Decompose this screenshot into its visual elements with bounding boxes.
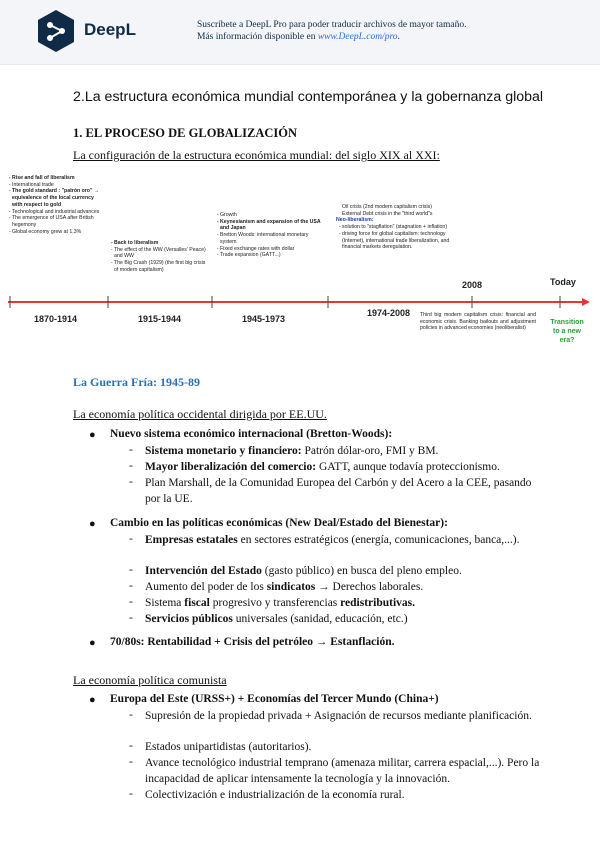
bullet-icon: ● (89, 637, 96, 649)
period-1870-1914: 1870-1914 (34, 314, 78, 324)
year-2008: 2008 (462, 280, 483, 290)
communist-sub-3: Avance tecnológico industrial temprano (amenaza militar, carrera espacial,...). Pero la incapacidad de aplicar intensamente la tecnología y la innovación. (145, 757, 540, 785)
bullet-icon: ● (89, 694, 96, 706)
deepl-logo-icon (36, 9, 76, 53)
dash-icon: - (129, 533, 133, 545)
promo-text: Suscríbete a DeepL Pro para poder traducir archivos de mayor tamaño. Más información disponible en www.DeepL.com/pro. (197, 20, 467, 42)
deepl-brand: DeepL (84, 20, 136, 39)
west-title: La economía política occidental dirigida por EE.UU. (73, 407, 327, 421)
communist-sub-1: Supresión de la propiedad privada + Asignación de recursos mediante planificación. (145, 710, 532, 722)
period-1945-1973: 1945-1973 (242, 314, 286, 324)
deepl-banner (0, 0, 600, 65)
today-label: Today (550, 277, 576, 287)
communist-head: Europa del Este (URSS+) + Economías del Tercer Mundo (China+) (110, 693, 439, 705)
west-item-2-sub-3: Aumento del poder de los sindicatos → Derechos laborales. (145, 581, 424, 593)
deepl-pro-link[interactable]: www.DeepL.com/pro (317, 32, 398, 42)
west-item-1-sub-3: Plan Marshall, de la Comunidad Europea del Carbón y del Acero a la CEE, pasando por la UE. (145, 477, 532, 505)
west-item-1-head: Nuevo sistema económico internacional (Bretton-Woods): (110, 428, 393, 440)
cold-war-title: La Guerra Fría: 1945-89 (73, 375, 200, 389)
dash-icon: - (129, 709, 133, 721)
timeline-col4: Oil crisis (2nd modern capitalism crisis) External Debt crisis in the "third world"s Neo-liberalism: - solution to "stagflation" (stagnation + inflation) - driving force for global capitalism: technology (Internet), international trade liberalization, and financial markets deregulation. (336, 204, 452, 251)
dash-icon: - (129, 756, 133, 768)
communist-sub-2: Estados unipartidistas (autoritarios). (145, 741, 312, 753)
note-2008: Third big modern capitalism crisis: financial and economic crisis. Banking bailouts and adjustment policies in advanced economies (neoliberalist) (420, 312, 536, 332)
dash-icon: - (129, 564, 133, 576)
section-heading: 2.La estructura económica mundial contemporánea y la gobernanza global (73, 89, 544, 105)
dash-icon: - (129, 596, 133, 608)
west-item-1-sub-2: Mayor liberalización del comercio: GATT, aunque todavía proteccionismo. (145, 461, 500, 473)
chapter-heading: 1. EL PROCESO DE GLOBALIZACIÓN (73, 126, 298, 140)
dash-icon: - (129, 476, 133, 488)
west-item-2-sub-5: Servicios públicos universales (sanidad, educación, etc.) (145, 613, 408, 625)
dash-icon: - (129, 444, 133, 456)
dash-icon: - (129, 612, 133, 624)
communist-title: La economía política comunista (73, 673, 227, 687)
bullet-icon: ● (89, 429, 96, 441)
transition-label: Transition to a new era? (550, 319, 584, 344)
communist-sub-4: Colectivización e industrialización de la economía rural. (145, 789, 405, 801)
bullet-icon: ● (89, 518, 96, 530)
subheading: La configuración de la estructura económica mundial: del siglo XIX al XXI: (73, 148, 440, 162)
timeline-col1: - Rise and fall of liberalism - International trade - The gold standard : "patrón oro" → equivalence of the local currency with respect to gold - Technological and industrial advances - The emergence of USA after British hegemony - Global economy grew at 1.3% (6, 175, 104, 235)
west-item-2-sub-4: Sistema fiscal progresivo y transferencias redistributivas. (145, 597, 416, 609)
dash-icon: - (129, 788, 133, 800)
west-item-2-head: Cambio en las políticas económicas (New Deal/Estado del Bienestar): (110, 517, 448, 529)
dash-icon: - (129, 740, 133, 752)
west-item-3-head: 70/80s: Rentabilidad + Crisis del petróleo → Estanflación. (110, 636, 395, 648)
timeline-col2: - Back to liberalism - The effect of the WW (Versalles' Peace) and WW - The Big Crash (1929) (the first big crisis of modern capitalism) (108, 240, 208, 274)
west-item-2-sub-2: Intervención del Estado (gasto público) en busca del pleno empleo. (145, 565, 462, 577)
timeline-col3: - Growth - Keynesianism and expansion of the USA and Japan - Bretton Woods: international monetary system - Fixed exchange rates with dollar - Trade expansion (GATT...) (214, 212, 322, 259)
period-1915-1944: 1915-1944 (138, 314, 182, 324)
west-item-1-sub-1: Sistema monetario y financiero: Patrón dólar-oro, FMI y BM. (145, 445, 439, 457)
dash-icon: - (129, 580, 133, 592)
period-1974-2008: 1974-2008 (367, 308, 411, 318)
west-item-2-sub-1: Empresas estatales en sectores estratégicos (energía, comunicaciones, banca,...). (145, 534, 520, 546)
dash-icon: - (129, 460, 133, 472)
